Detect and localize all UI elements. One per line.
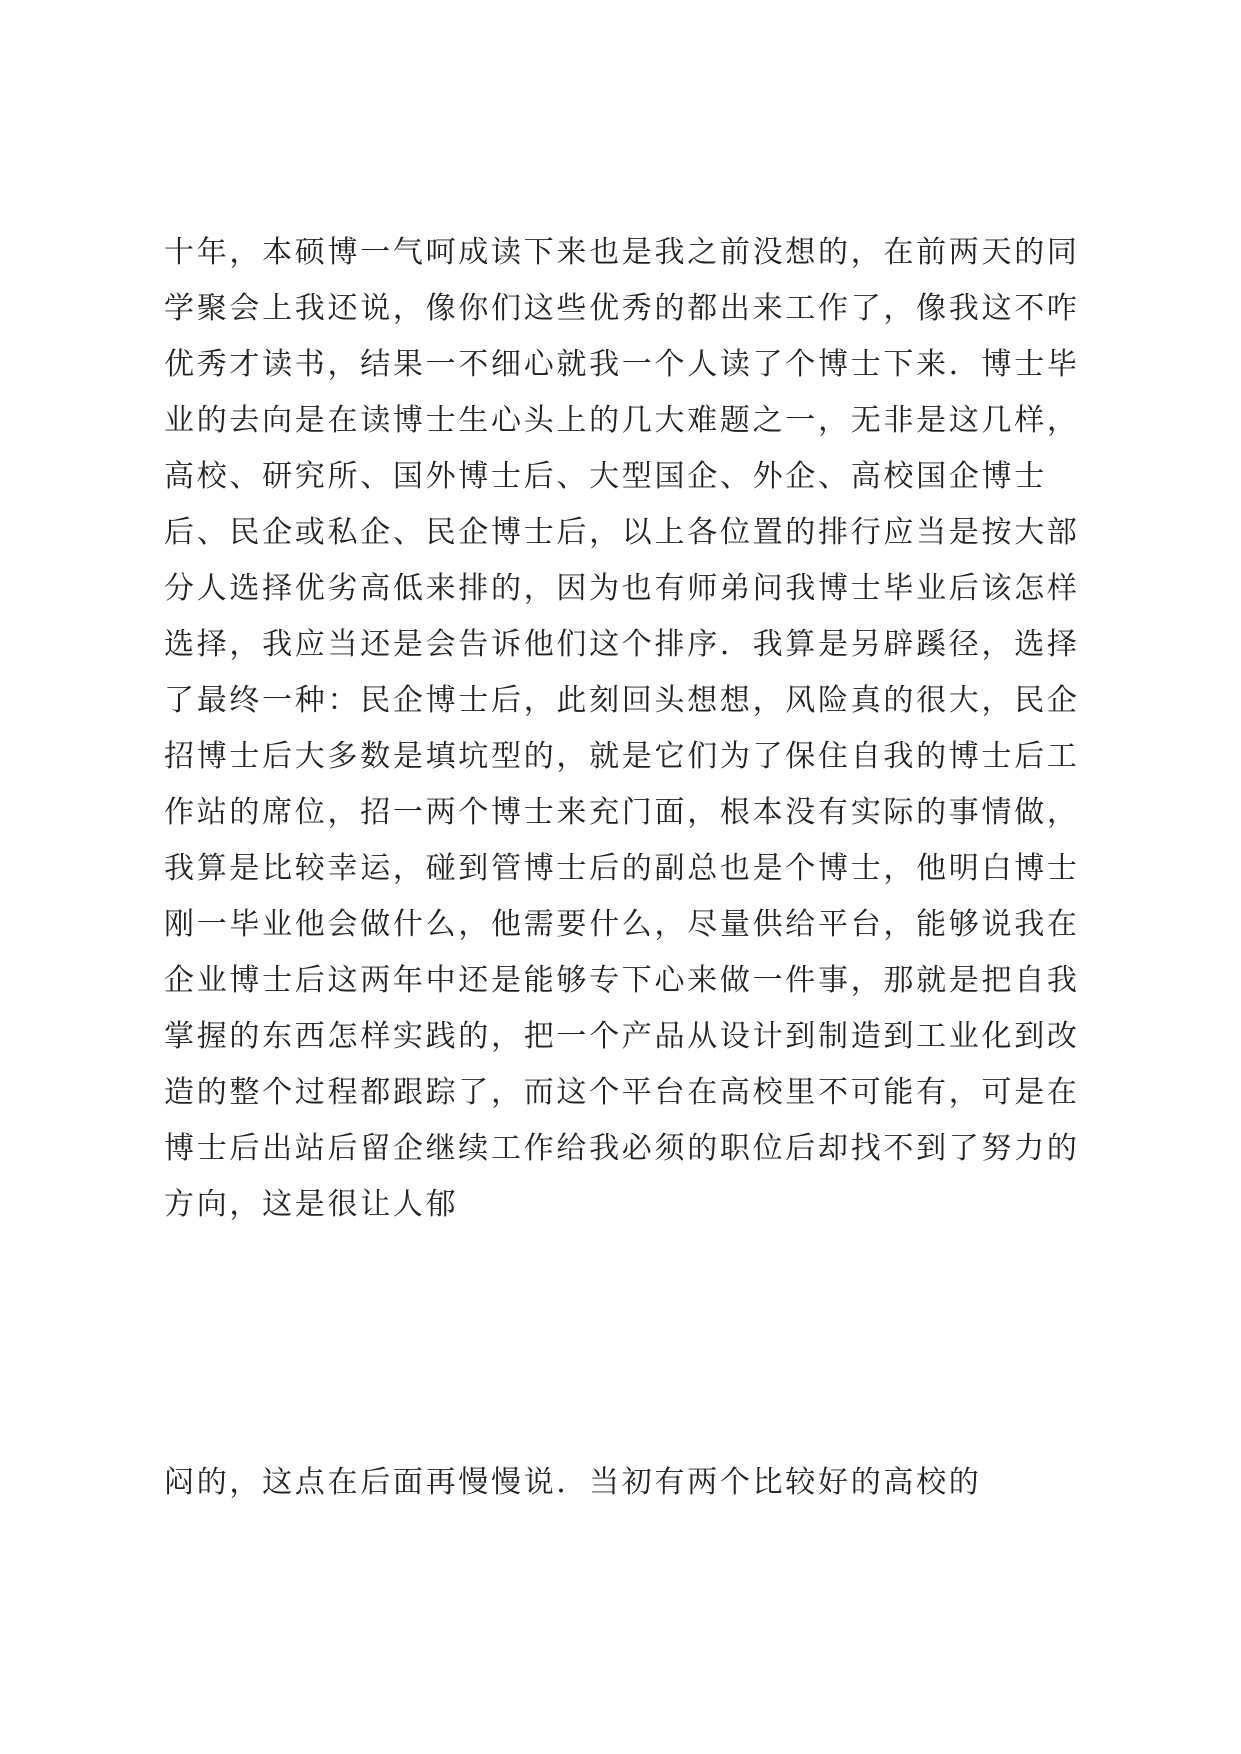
text-line: 了最终一种：民企博士后，此刻回头想想，风险真的很大，民企	[164, 683, 1080, 718]
text-line: 闷的，这点在后面再慢慢说．当初有两个比较好的高校的	[164, 1465, 982, 1500]
text-line: 方向，这是很让人郁	[164, 1187, 459, 1222]
text-line: 选择，我应当还是会告诉他们这个排序．我算是另辟蹊径，选择	[164, 627, 1080, 662]
text-line: 高校、研究所、国外博士后、大型国企、外企、高校国企博士	[164, 459, 1047, 494]
text-line: 学聚会上我还说，像你们这些优秀的都出来工作了，像我这不咋	[164, 291, 1080, 326]
text-line: 博士后出站后留企继续工作给我必须的职位后却找不到了努力的	[164, 1131, 1080, 1166]
text-line: 掌握的东西怎样实践的，把一个产品从设计到制造到工业化到改	[164, 1019, 1080, 1054]
text-line: 作站的席位，招一两个博士来充门面，根本没有实际的事情做，	[164, 795, 1080, 830]
text-line: 业的去向是在读博士生心头上的几大难题之一，无非是这几样，	[164, 403, 1080, 438]
text-line: 后、民企或私企、民企博士后，以上各位置的排行应当是按大部	[164, 515, 1080, 550]
text-line: 我算是比较幸运，碰到管博士后的副总也是个博士，他明白博士	[164, 851, 1080, 886]
text-line: 十年，本硕博一气呵成读下来也是我之前没想的，在前两天的同	[164, 235, 1080, 270]
text-line: 企业博士后这两年中还是能够专下心来做一件事，那就是把自我	[164, 963, 1080, 998]
text-line: 招博士后大多数是填坑型的，就是它们为了保住自我的博士后工	[164, 739, 1080, 774]
text-line: 刚一毕业他会做什么，他需要什么，尽量供给平台，能够说我在	[164, 907, 1080, 942]
paragraph-1	[164, 225, 1104, 1233]
text-line: 造的整个过程都跟踪了，而这个平台在高校里不可能有，可是在	[164, 1075, 1080, 1110]
paragraph-2	[164, 1455, 1104, 1511]
text-line: 分人选择优劣高低来排的，因为也有师弟问我博士毕业后该怎样	[164, 571, 1080, 606]
text-line: 优秀才读书，结果一不细心就我一个人读了个博士下来．博士毕	[164, 347, 1080, 382]
